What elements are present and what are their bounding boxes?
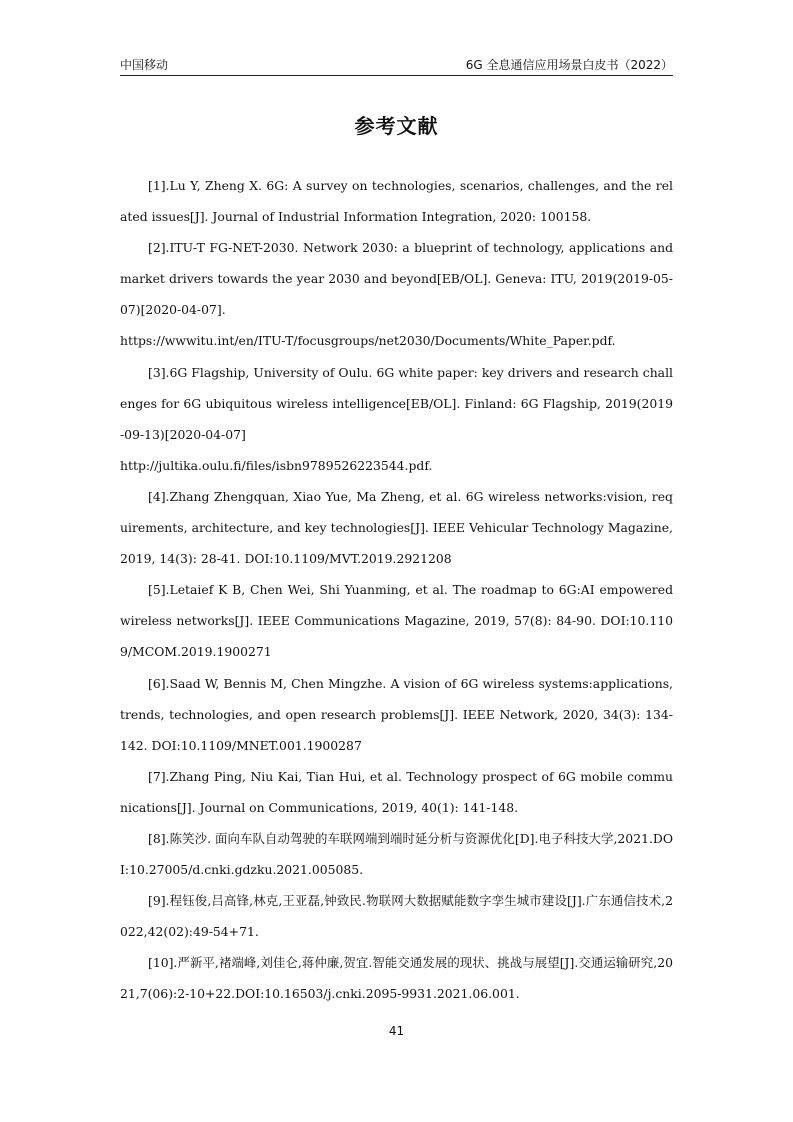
header-left: 中国移动 <box>120 58 169 72</box>
reference-item: [9].程钰俊,吕高锋,林克,王亚磊,钟致民.物联网大数据赋能数字孪生城市建设[J].广东通信技术,2022,42(02):49-54+71. <box>120 893 673 940</box>
reference-item: [8].陈笑沙. 面向车队自动驾驶的车联网端到端时延分析与资源优化[D].电子科技大学,2021.DOI:10.27005/d.cnki.gdzku.2021.005085. <box>120 830 673 878</box>
reference-item: [7].Zhang Ping, Niu Kai, Tian Hui, et al. Technology prospect of 6G mobile communications[J]. Journal on Communications, 2019, 40(1): 141-148. <box>120 768 673 815</box>
reference-item: [3].6G Flagship, University of Oulu. 6G white paper: key drivers and research challenges for 6G ubiquitous wireless intelligence[EB/OL]. Finland: 6G Flagship, 2019(2019-09-13)[2020-04-07] <box>120 364 673 442</box>
reference-item: [1].Lu Y, Zheng X. 6G: A survey on technologies, scenarios, challenges, and the related issues[J]. Journal of Industrial Information Integration, 2020: 100158. <box>120 178 673 225</box>
reference-item: [2].ITU-T FG-NET-2030. Network 2030: a blueprint of technology, applications and market drivers towards the year 2030 and beyond[EB/OL]. Geneva: ITU, 2019(2019-05-07)[2020-04-07]. <box>120 240 673 318</box>
reference-item: [10].严新平,褚端峰,刘佳仑,蒋仲廉,贺宜.智能交通发展的现状、挑战与展望[J].交通运输研究,2021,7(06):2-10+22.DOI:10.16503/j.cnki.2095-9931.2021.06.001. <box>120 955 673 1002</box>
page-number: 41 <box>388 1024 405 1038</box>
reference-item: [5].Letaief K B, Chen Wei, Shi Yuanming, et al. The roadmap to 6G:AI empowered wireless networks[J]. IEEE Communications Magazine, 2019, 57(8): 84-90. DOI:10.1109/MCOM.2019.1900271 <box>120 582 673 660</box>
header-right: 6G 全息通信应用场景白皮书（2022） <box>465 58 673 72</box>
reference-url: https://wwwitu.int/en/ITU-T/focusgroups/net2030/Documents/White_Paper.pdf. <box>120 333 616 349</box>
reference-item: [4].Zhang Zhengquan, Xiao Yue, Ma Zheng, et al. 6G wireless networks:vision, requirements, architecture, and key technologies[J]. IEEE Vehicular Technology Magazine, 2019, 14(3): 28-41. DOI:10.1109/MVT.2019.2921208 <box>120 488 673 567</box>
reference-item: [6].Saad W, Bennis M, Chen Mingzhe. A vision of 6G wireless systems:applications, trends, technologies, and open research problems[J]. IEEE Network, 2020, 34(3): 134-142. DOI:10.1109/MNET.001.1900287 <box>120 675 673 753</box>
page-header <box>120 55 673 76</box>
page-title: 参考文献 <box>354 114 439 138</box>
reference-list <box>120 170 673 1010</box>
reference-url: http://jultika.oulu.fi/files/isbn9789526223544.pdf. <box>120 457 433 473</box>
